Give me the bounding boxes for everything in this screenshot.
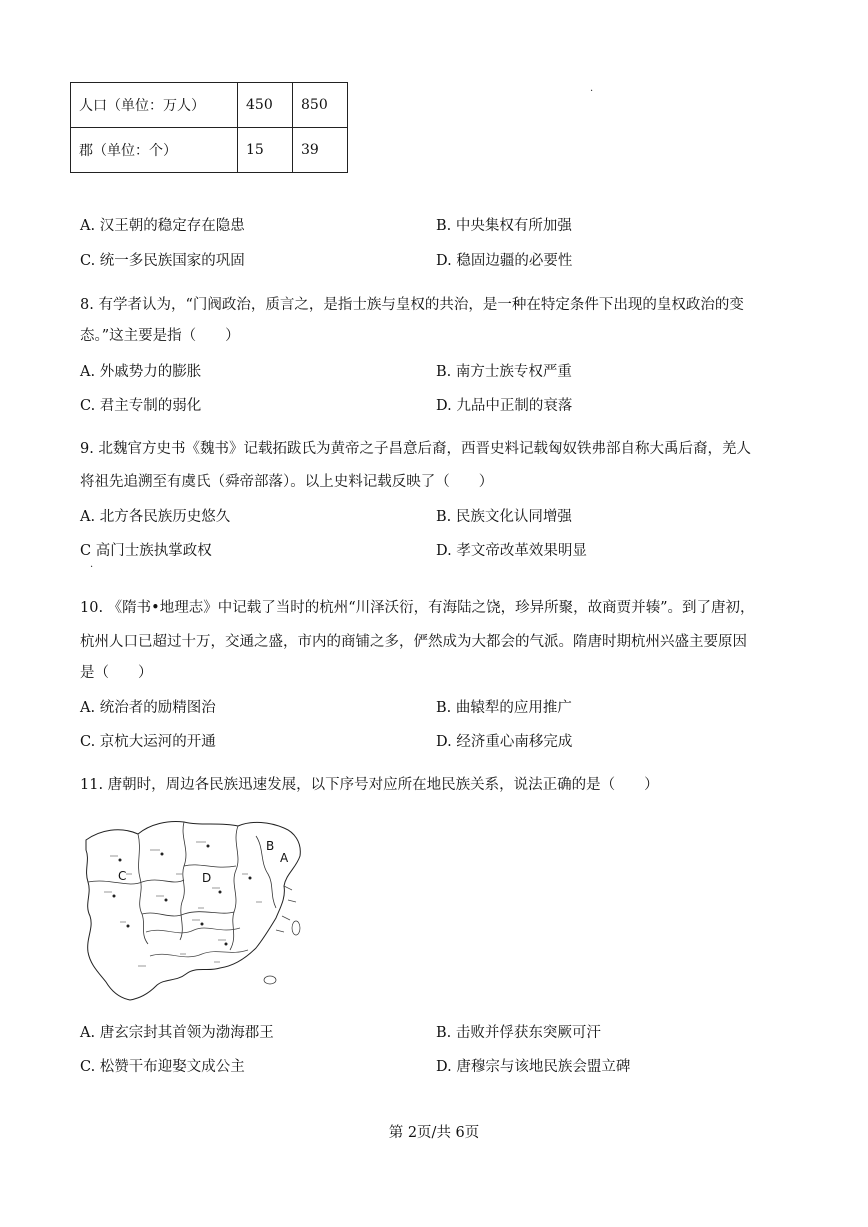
q8-option-a: A. 外戚势力的膨胀 xyxy=(80,364,202,380)
stray-dot: · xyxy=(90,562,94,573)
q11-stem-line1: 11. 唐朝时，周边各民族迅速发展，以下序号对应所在地民族关系，说法正确的是（ ） xyxy=(80,777,659,793)
q10-stem-line2: 杭州人口已超过十万，交通之盛，市内的商铺之多，俨然成为大都会的气派。隋唐时期杭州兴盛主要原因 xyxy=(80,634,747,650)
table-cell: 850 xyxy=(293,83,348,128)
q10-option-d: D. 经济重心南移完成 xyxy=(436,734,573,750)
q11-option-d: D. 唐穆宗与该地民族会盟立碑 xyxy=(436,1059,631,1075)
tang-dynasty-map xyxy=(80,816,308,1010)
q7-option-c: C. 统一多民族国家的巩固 xyxy=(80,253,245,269)
q8-option-d: D. 九品中正制的衰落 xyxy=(436,398,573,414)
q7-option-d: D. 稳固边疆的必要性 xyxy=(436,253,573,269)
q9-option-d: D. 孝文帝改革效果明显 xyxy=(436,543,587,559)
q11-option-b: B. 击败并俘获东突厥可汗 xyxy=(436,1025,601,1041)
q9-option-a: A. 北方各民族历史悠久 xyxy=(80,509,231,525)
table-cell: 人口（单位：万人） xyxy=(71,83,238,128)
q10-option-a: A. 统治者的励精图治 xyxy=(80,700,216,716)
q9-stem-line2: 将祖先追溯至有虞氏（舜帝部落）。以上史料记载反映了（ ） xyxy=(80,474,494,490)
map-letter-a: A xyxy=(280,851,289,865)
q9-option-c: C 高门士族执掌政权 xyxy=(80,543,212,559)
table-cell: 450 xyxy=(238,83,293,128)
table-cell: 郡（单位：个） xyxy=(71,128,238,173)
table-row xyxy=(71,83,348,128)
q8-option-c: C. 君主专制的弱化 xyxy=(80,398,202,414)
map-illustration xyxy=(80,816,308,1010)
map-letter-c: C xyxy=(118,869,127,883)
q10-option-c: C. 京杭大运河的开通 xyxy=(80,734,216,750)
map-letter-d: D xyxy=(202,871,212,885)
q10-stem-line3: 是（ ） xyxy=(80,665,153,681)
q10-option-b: B. 曲辕犁的应用推广 xyxy=(436,700,572,716)
q11-option-a: A. 唐玄宗封其首领为渤海郡王 xyxy=(80,1025,274,1041)
table-cell: 15 xyxy=(238,128,293,173)
q8-stem-line2: 态。”这主要是指（ ） xyxy=(80,328,240,344)
q11-option-c: C. 松赞干布迎娶文成公主 xyxy=(80,1059,245,1075)
q10-stem-line1: 10. 《隋书•地理志》中记载了当时的杭州“川泽沃衍，有海陆之饶，珍异所聚，故商贾并辏”。到了唐初， xyxy=(80,600,755,616)
data-table xyxy=(70,82,348,173)
q9-stem-line1: 9. 北魏官方史书《魏书》记载拓跋氏为黄帝之子昌意后裔，西晋史料记载匈奴铁弗部自称大禹后裔，羌人 xyxy=(80,441,751,457)
q7-option-a: A. 汉王朝的稳定存在隐患 xyxy=(80,218,245,234)
stray-dot: · xyxy=(590,86,594,97)
q8-option-b: B. 南方士族专权严重 xyxy=(436,364,572,380)
map-letter-b: B xyxy=(266,839,275,853)
table-cell: 39 xyxy=(293,128,348,173)
q7-option-b: B. 中央集权有所加强 xyxy=(436,218,572,234)
q8-stem-line1: 8. 有学者认为，“门阀政治，质言之，是指士族与皇权的共治，是一种在特定条件下出现的皇权政治的变 xyxy=(80,297,744,313)
page-footer: 第 2页/共 6页 xyxy=(388,1125,480,1141)
q9-option-b: B. 民族文化认同增强 xyxy=(436,509,572,525)
table-row xyxy=(71,128,348,173)
